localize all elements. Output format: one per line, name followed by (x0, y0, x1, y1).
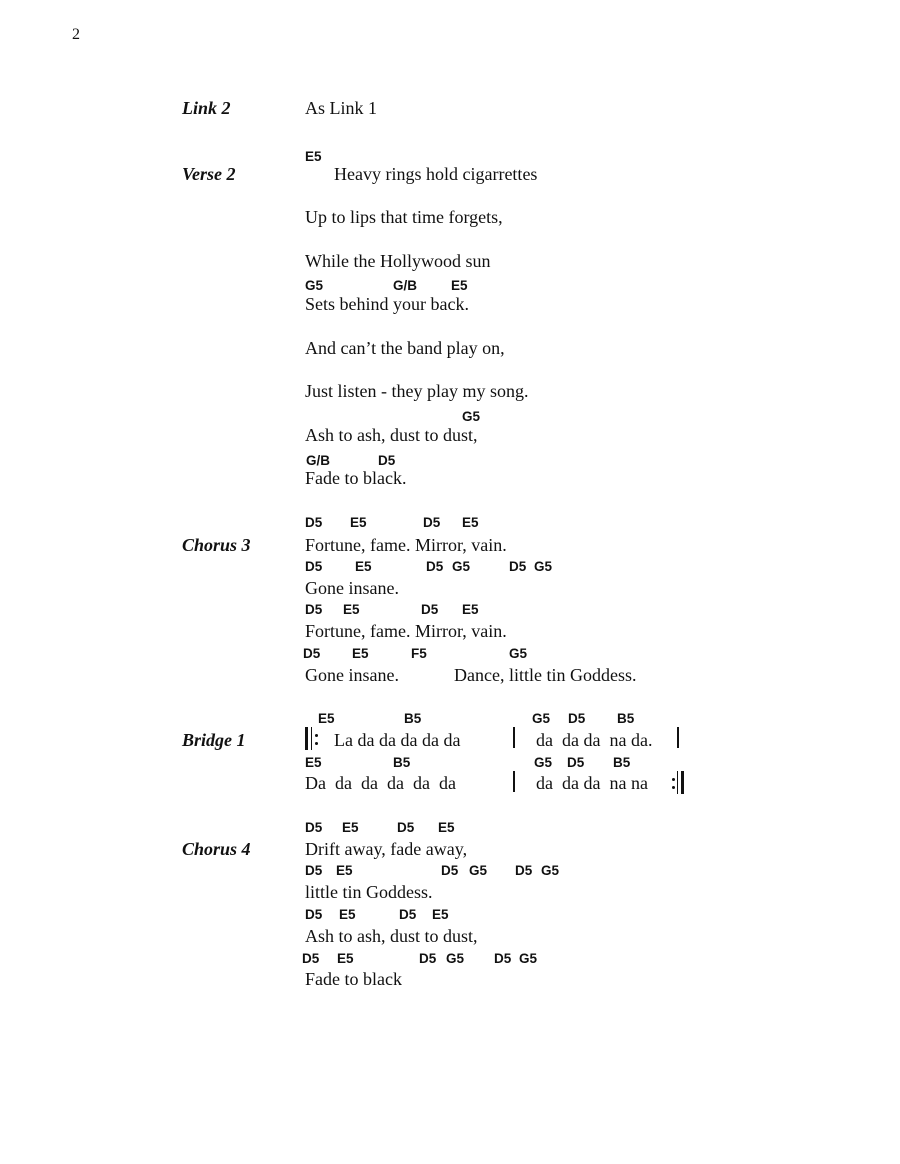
lyric-line: Ash to ash, dust to dust, (305, 425, 478, 445)
lyric-line: Fortune, fame. Mirror, vain. (305, 621, 507, 641)
lyric-line: Fade to black (305, 969, 402, 989)
chord: G5 (534, 559, 553, 574)
chord: G5 (532, 711, 551, 726)
chord: D5 (494, 951, 512, 966)
chord: D5 (305, 863, 323, 878)
chord: E5 (352, 646, 369, 661)
chord: D5 (305, 820, 323, 835)
chord: E5 (343, 602, 360, 617)
bar-line (513, 727, 515, 748)
chord: E5 (462, 602, 479, 617)
chord: G5 (534, 755, 553, 770)
chord: D5 (305, 559, 323, 574)
chord: B5 (617, 711, 635, 726)
chord: G5 (519, 951, 538, 966)
chord: D5 (303, 646, 321, 661)
lyric-line: Heavy rings hold cigarrettes (334, 164, 538, 184)
chord: E5 (451, 278, 468, 293)
lyric-line: Just listen - they play my song. (305, 381, 529, 401)
chord: G5 (509, 646, 528, 661)
lyric-line: Drift away, fade away, (305, 839, 468, 859)
lyric-line: Ash to ash, dust to dust, (305, 926, 478, 946)
chord: D5 (419, 951, 437, 966)
chord: G5 (462, 409, 481, 424)
chord: E5 (305, 755, 322, 770)
chord: B5 (393, 755, 411, 770)
chord: E5 (318, 711, 335, 726)
chord: D5 (399, 907, 417, 922)
chord: F5 (411, 646, 427, 661)
chord: G5 (446, 951, 465, 966)
section-label-link-2: Link 2 (182, 98, 231, 118)
chord: D5 (426, 559, 444, 574)
chord: E5 (462, 515, 479, 530)
section-label-verse-2: Verse 2 (182, 164, 236, 184)
lyric-line: Fortune, fame. Mirror, vain. (305, 535, 507, 555)
chord: E5 (432, 907, 449, 922)
chord: E5 (337, 951, 354, 966)
lyric-line: Gone insane. (305, 578, 399, 598)
lyric-line: As Link 1 (305, 98, 377, 118)
chord: G5 (541, 863, 560, 878)
chord: E5 (342, 820, 359, 835)
bar-line (677, 727, 679, 748)
chord: D5 (441, 863, 459, 878)
chord: D5 (378, 453, 396, 468)
lyric-line: Fade to black. (305, 468, 407, 488)
chord: D5 (567, 755, 585, 770)
section-label-chorus-4: Chorus 4 (182, 839, 251, 859)
chord: E5 (350, 515, 367, 530)
chord: G5 (452, 559, 471, 574)
chord: D5 (568, 711, 586, 726)
chord: D5 (509, 559, 527, 574)
chord: D5 (397, 820, 415, 835)
lyric-line: La da da da da da (334, 730, 461, 750)
lyric-line: da da da na na (536, 773, 648, 793)
chord: D5 (302, 951, 320, 966)
lyric-line: And can’t the band play on, (305, 338, 505, 358)
lyric-line: Gone insane. (305, 665, 399, 685)
chord: D5 (515, 863, 533, 878)
section-label-chorus-3: Chorus 3 (182, 535, 251, 555)
chord: E5 (355, 559, 372, 574)
lyric-line: Sets behind your back. (305, 294, 469, 314)
chord: D5 (305, 515, 323, 530)
chord: D5 (421, 602, 439, 617)
lyric-line: Dance, little tin Goddess. (454, 665, 637, 685)
section-label-bridge-1: Bridge 1 (182, 730, 246, 750)
lyric-line: Da da da da da da (305, 773, 456, 793)
chord: D5 (305, 907, 323, 922)
chord: E5 (336, 863, 353, 878)
chord: E5 (438, 820, 455, 835)
chord: B5 (404, 711, 422, 726)
lyric-line: little tin Goddess. (305, 882, 433, 902)
chord: E5 (339, 907, 356, 922)
chord: D5 (423, 515, 441, 530)
bar-line (513, 771, 515, 792)
chord: E5 (305, 149, 322, 164)
chord: G/B (306, 453, 331, 468)
chord: G5 (305, 278, 324, 293)
chord: G/B (393, 278, 418, 293)
lyric-line: While the Hollywood sun (305, 251, 491, 271)
lyric-line: da da da na da. (536, 730, 653, 750)
chord: G5 (469, 863, 488, 878)
lyric-line: Up to lips that time forgets, (305, 207, 503, 227)
chord: B5 (613, 755, 631, 770)
chord: D5 (305, 602, 323, 617)
page-number: 2 (72, 26, 80, 43)
